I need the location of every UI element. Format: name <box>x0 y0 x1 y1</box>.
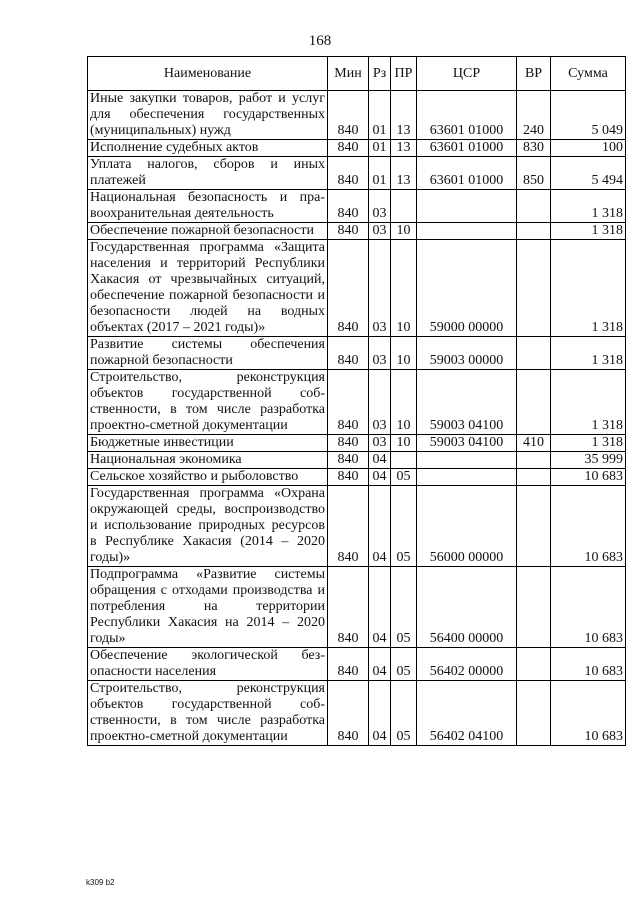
row-csr: 56400 00000 <box>417 567 517 648</box>
row-name: Уплата налогов, сборов и иных платежей <box>88 157 328 190</box>
row-sum: 35 999 <box>551 452 626 469</box>
row-pr: 05 <box>391 469 417 486</box>
row-rz: 03 <box>369 240 391 337</box>
row-name: Национальная экономика <box>88 452 328 469</box>
row-pr: 05 <box>391 486 417 567</box>
row-pr: 13 <box>391 91 417 140</box>
row-csr: 59003 04100 <box>417 435 517 452</box>
row-csr: 63601 01000 <box>417 157 517 190</box>
row-vr <box>517 370 551 435</box>
row-rz: 03 <box>369 337 391 370</box>
row-rz: 04 <box>369 452 391 469</box>
row-vr <box>517 223 551 240</box>
row-pr <box>391 190 417 223</box>
row-vr: 850 <box>517 157 551 190</box>
table-row <box>88 157 626 190</box>
row-vr <box>517 469 551 486</box>
row-rz: 01 <box>369 91 391 140</box>
row-min: 840 <box>328 190 369 223</box>
table-row <box>88 486 626 567</box>
row-sum: 1 318 <box>551 435 626 452</box>
row-vr <box>517 452 551 469</box>
row-pr: 10 <box>391 370 417 435</box>
row-sum: 5 494 <box>551 157 626 190</box>
row-name: Иные закупки товаров, работ и услуг для обеспечения государственных (муниципальных) нужд <box>88 91 328 140</box>
row-min: 840 <box>328 435 369 452</box>
row-vr: 830 <box>517 140 551 157</box>
row-vr <box>517 567 551 648</box>
row-rz: 01 <box>369 157 391 190</box>
header-min: Мин <box>328 57 369 91</box>
row-name: Обеспечение экологической безопасности населения <box>88 648 328 681</box>
row-rz: 04 <box>369 648 391 681</box>
row-vr <box>517 337 551 370</box>
row-sum: 10 683 <box>551 681 626 746</box>
row-name: Обеспечение пожарной безопасности <box>88 223 328 240</box>
row-rz: 01 <box>369 140 391 157</box>
row-min: 840 <box>328 469 369 486</box>
row-vr <box>517 648 551 681</box>
row-csr: 63601 01000 <box>417 91 517 140</box>
row-pr: 13 <box>391 157 417 190</box>
budget-table <box>87 56 626 746</box>
row-sum: 5 049 <box>551 91 626 140</box>
row-name: Подпрограмма «Развитие системы обращения с отходами производства и потребления на территории Республики Хакасия на 2014 – 2020 годы» <box>88 567 328 648</box>
row-min: 840 <box>328 452 369 469</box>
table-row <box>88 140 626 157</box>
row-sum: 10 683 <box>551 469 626 486</box>
row-sum: 10 683 <box>551 567 626 648</box>
row-name: Строительство, реконструкция объектов государственной собственности, в том числе разработка проектно-сметной документации <box>88 370 328 435</box>
row-rz: 04 <box>369 567 391 648</box>
table-row <box>88 469 626 486</box>
row-rz: 03 <box>369 370 391 435</box>
table-row <box>88 648 626 681</box>
row-csr <box>417 469 517 486</box>
row-pr: 10 <box>391 435 417 452</box>
row-vr: 410 <box>517 435 551 452</box>
row-name: Строительство, реконструкция объектов государственной собственности, в том числе разработка проектно-сметной документации <box>88 681 328 746</box>
row-sum: 1 318 <box>551 223 626 240</box>
row-min: 840 <box>328 370 369 435</box>
row-sum: 1 318 <box>551 240 626 337</box>
row-sum: 10 683 <box>551 648 626 681</box>
row-pr: 10 <box>391 223 417 240</box>
table-row <box>88 240 626 337</box>
table-row <box>88 681 626 746</box>
table-row <box>88 337 626 370</box>
row-min: 840 <box>328 157 369 190</box>
row-csr: 59003 00000 <box>417 337 517 370</box>
row-pr: 05 <box>391 648 417 681</box>
row-rz: 03 <box>369 223 391 240</box>
header-rz: Рз <box>369 57 391 91</box>
table-row <box>88 452 626 469</box>
row-vr <box>517 190 551 223</box>
row-rz: 03 <box>369 435 391 452</box>
row-name: Государственная программа «Охрана окружающей среды, воспроизводство и использование природных ресурсов в Республике Хакасия (2014 – 2020 годы)» <box>88 486 328 567</box>
row-min: 840 <box>328 140 369 157</box>
row-min: 840 <box>328 91 369 140</box>
row-pr <box>391 452 417 469</box>
table-row <box>88 91 626 140</box>
row-csr: 56000 00000 <box>417 486 517 567</box>
table-row <box>88 190 626 223</box>
row-pr: 05 <box>391 567 417 648</box>
row-csr: 59003 04100 <box>417 370 517 435</box>
table-row <box>88 567 626 648</box>
row-sum: 1 318 <box>551 337 626 370</box>
header-sum: Сумма <box>551 57 626 91</box>
row-vr <box>517 681 551 746</box>
row-csr: 56402 00000 <box>417 648 517 681</box>
row-min: 840 <box>328 648 369 681</box>
header-name: Наименование <box>88 57 328 91</box>
row-csr: 56402 04100 <box>417 681 517 746</box>
row-rz: 04 <box>369 469 391 486</box>
row-csr: 59000 00000 <box>417 240 517 337</box>
table-row <box>88 223 626 240</box>
row-vr: 240 <box>517 91 551 140</box>
table-row <box>88 435 626 452</box>
row-min: 840 <box>328 240 369 337</box>
row-csr <box>417 190 517 223</box>
row-vr <box>517 240 551 337</box>
row-min: 840 <box>328 486 369 567</box>
table-header-row <box>88 57 626 91</box>
row-vr <box>517 486 551 567</box>
footer-document-code: k309 b2 <box>86 878 115 887</box>
row-csr <box>417 223 517 240</box>
row-pr: 13 <box>391 140 417 157</box>
row-min: 840 <box>328 681 369 746</box>
header-pr: ПР <box>391 57 417 91</box>
row-name: Национальная безопасность и правоохранительная деятельность <box>88 190 328 223</box>
table-row <box>88 370 626 435</box>
row-rz: 04 <box>369 681 391 746</box>
row-sum: 1 318 <box>551 370 626 435</box>
header-vr: ВР <box>517 57 551 91</box>
page-number: 168 <box>308 33 332 49</box>
row-csr <box>417 452 517 469</box>
row-pr: 10 <box>391 240 417 337</box>
row-min: 840 <box>328 223 369 240</box>
row-name: Сельское хозяйство и рыболовство <box>88 469 328 486</box>
row-csr: 63601 01000 <box>417 140 517 157</box>
header-csr: ЦСР <box>417 57 517 91</box>
row-name: Развитие системы обеспечения пожарной безопасности <box>88 337 328 370</box>
row-sum: 10 683 <box>551 486 626 567</box>
row-rz: 03 <box>369 190 391 223</box>
row-name: Бюджетные инвестиции <box>88 435 328 452</box>
row-name: Государственная программа «Защита населения и территорий Республики Хакасия от чрезвычайных ситуаций, обеспечение пожарной безопасности и безопасности людей на водных объектах (2017 – 2021 годы)» <box>88 240 328 337</box>
row-min: 840 <box>328 337 369 370</box>
row-sum: 100 <box>551 140 626 157</box>
row-pr: 10 <box>391 337 417 370</box>
row-rz: 04 <box>369 486 391 567</box>
row-name: Исполнение судебных актов <box>88 140 328 157</box>
row-pr: 05 <box>391 681 417 746</box>
row-min: 840 <box>328 567 369 648</box>
row-sum: 1 318 <box>551 190 626 223</box>
